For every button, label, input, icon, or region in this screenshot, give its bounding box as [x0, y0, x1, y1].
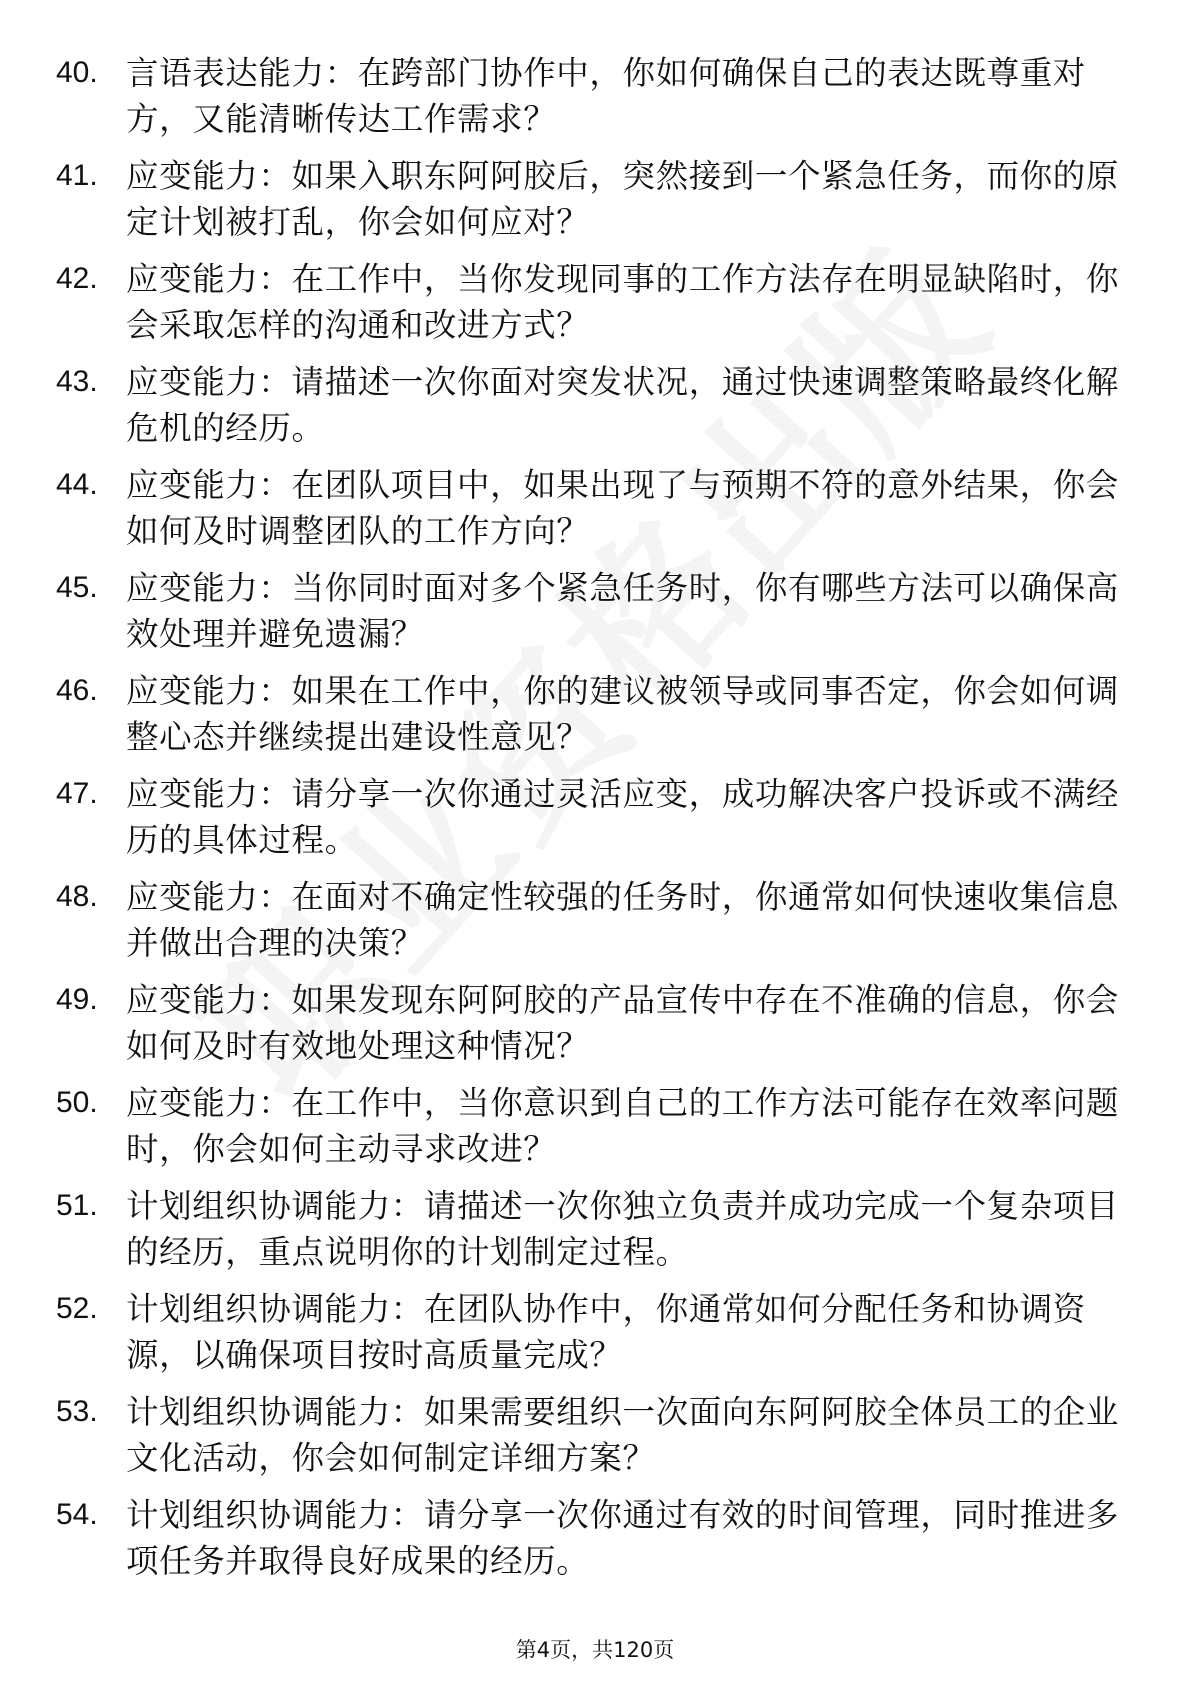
- question-item: [56, 1492, 1136, 1595]
- question-item: [56, 565, 1136, 668]
- question-number: 41.: [56, 159, 98, 192]
- question-number: 54.: [56, 1498, 98, 1531]
- page-number-label: 第4页，共120页: [515, 1638, 675, 1662]
- question-number: 45.: [56, 571, 98, 604]
- question-number: 50.: [56, 1086, 98, 1119]
- question-item: [56, 977, 1136, 1080]
- question-text: 应变能力：在工作中，当你发现同事的工作方法存在明显缺陷时，你会采取怎样的沟通和改进方式？: [126, 260, 1120, 344]
- question-item: [56, 153, 1136, 256]
- question-text: 应变能力：在团队项目中，如果出现了与预期不符的意外结果，你会如何及时调整团队的工作方向？: [126, 466, 1120, 550]
- question-number: 51.: [56, 1189, 98, 1222]
- question-number: 40.: [56, 56, 98, 89]
- question-item: [56, 50, 1136, 153]
- question-item: [56, 462, 1136, 565]
- question-item: [56, 1389, 1136, 1492]
- question-item: [56, 668, 1136, 771]
- question-item: [56, 1080, 1136, 1183]
- question-number: 42.: [56, 262, 98, 295]
- question-text: 言语表达能力：在跨部门协作中，你如何确保自己的表达既尊重对方，又能清晰传达工作需求？: [126, 54, 1086, 138]
- page-footer: [0, 1637, 1190, 1663]
- question-number: 53.: [56, 1395, 98, 1428]
- question-number: 48.: [56, 880, 98, 913]
- question-number: 47.: [56, 777, 98, 810]
- question-text: 计划组织协调能力：如果需要组织一次面向东阿阿胶全体员工的企业文化活动，你会如何制定详细方案？: [126, 1393, 1120, 1477]
- question-text: 应变能力：在面对不确定性较强的任务时，你通常如何快速收集信息并做出合理的决策？: [126, 878, 1120, 962]
- question-number: 44.: [56, 468, 98, 501]
- question-item: [56, 1286, 1136, 1389]
- question-text: 应变能力：如果入职东阿阿胶后，突然接到一个紧急任务，而你的原定计划被打乱，你会如何应对？: [126, 157, 1120, 241]
- question-text: 应变能力：在工作中，当你意识到自己的工作方法可能存在效率问题时，你会如何主动寻求改进？: [126, 1084, 1120, 1168]
- question-number: 43.: [56, 365, 98, 398]
- question-text: 应变能力：当你同时面对多个紧急任务时，你有哪些方法可以确保高效处理并避免遗漏？: [126, 569, 1120, 653]
- question-number: 52.: [56, 1292, 98, 1325]
- question-text: 计划组织协调能力：请描述一次你独立负责并成功完成一个复杂项目的经历，重点说明你的计划制定过程。: [126, 1187, 1120, 1271]
- question-text: 计划组织协调能力：在团队协作中，你通常如何分配任务和协调资源，以确保项目按时高质量完成？: [126, 1290, 1086, 1374]
- question-text: 应变能力：如果在工作中，你的建议被领导或同事否定，你会如何调整心态并继续提出建设性意见？: [126, 672, 1120, 756]
- question-list: [56, 50, 1136, 1595]
- question-item: [56, 1183, 1136, 1286]
- question-item: [56, 256, 1136, 359]
- question-text: 应变能力：请分享一次你通过灵活应变，成功解决客户投诉或不满经历的具体过程。: [126, 775, 1120, 859]
- question-number: 49.: [56, 983, 98, 1016]
- question-text: 应变能力：如果发现东阿阿胶的产品宣传中存在不准确的信息，你会如何及时有效地处理这种情况？: [126, 981, 1120, 1065]
- question-text: 计划组织协调能力：请分享一次你通过有效的时间管理，同时推进多项任务并取得良好成果的经历。: [126, 1496, 1120, 1580]
- question-text: 应变能力：请描述一次你面对突发状况，通过快速调整策略最终化解危机的经历。: [126, 363, 1120, 447]
- question-number: 46.: [56, 674, 98, 707]
- question-item: [56, 771, 1136, 874]
- question-item: [56, 874, 1136, 977]
- question-item: [56, 359, 1136, 462]
